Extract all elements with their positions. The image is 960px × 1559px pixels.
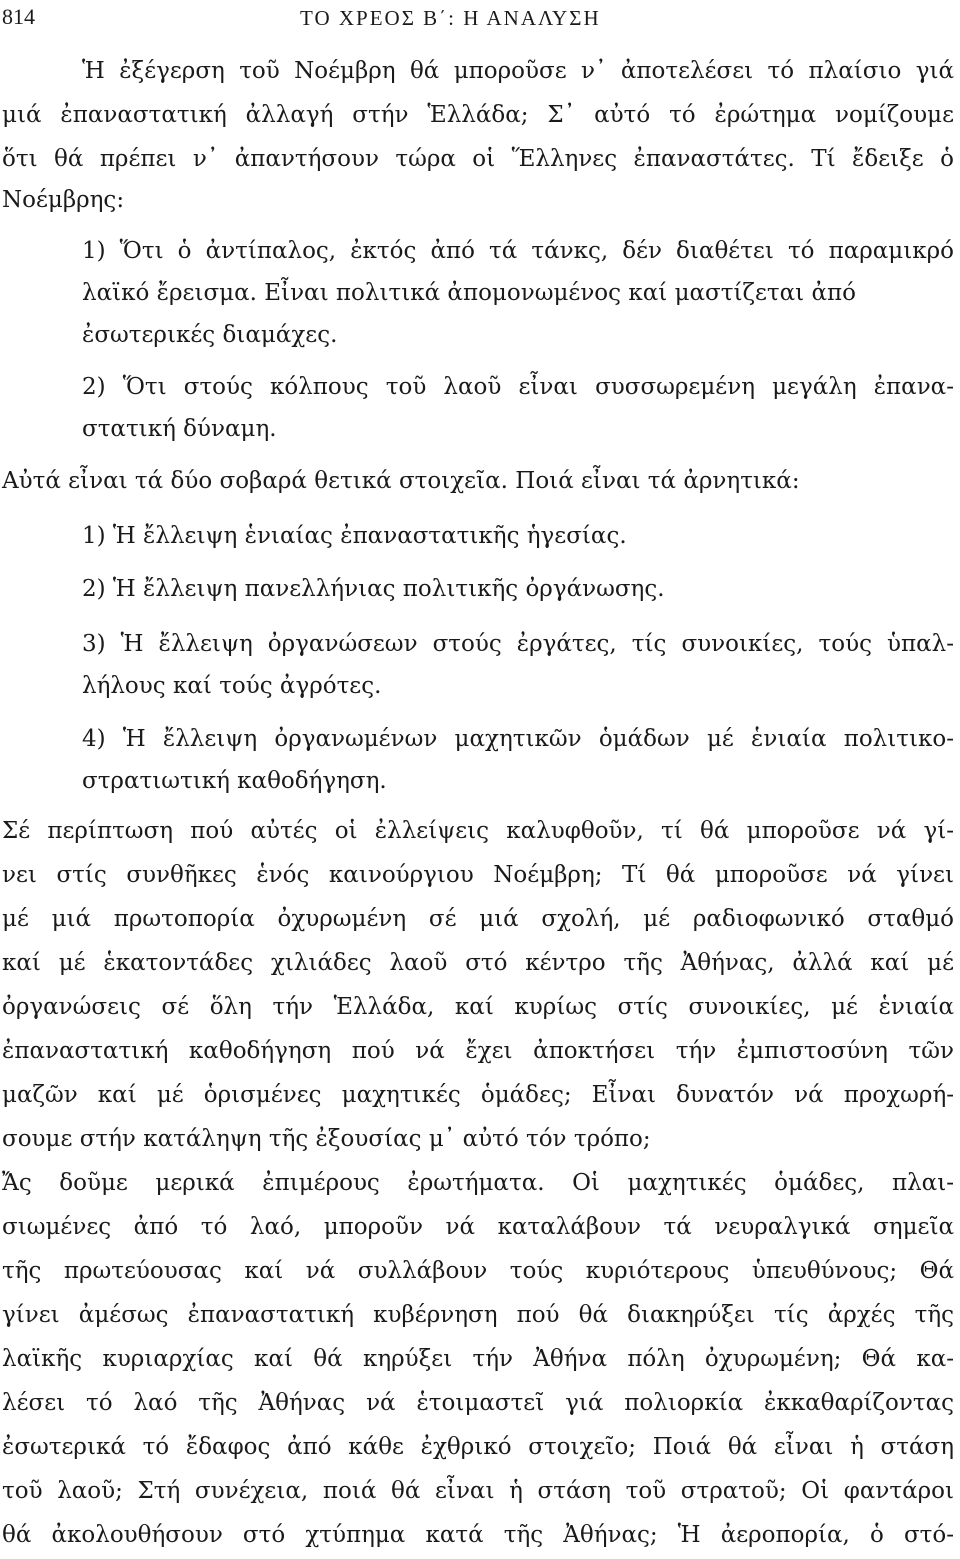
- text-line: θά ἀκολουθήσουν στό χτύπημα κατά τῆς Ἀθήνας; Ἡ ἀεροπορία, ὁ στό-: [2, 1522, 954, 1548]
- list-item-line: ἐσωτερικές διαμάχες.: [82, 322, 338, 348]
- list-item-line: 2) Ὅτι στούς κόλπους τοῦ λαοῦ εἶναι συσσωρεμένη μεγάλη ἐπανα-: [82, 374, 954, 400]
- running-head: ΤΟ ΧΡΕΟΣ Β΄: Η ΑΝΑΛΥΣΗ: [300, 6, 601, 30]
- list-item-line: στρατιωτική καθοδήγηση.: [82, 768, 387, 794]
- list-item-line: 1) Ὅτι ὁ ἀντίπαλος, ἐκτός ἀπό τά τάνκς, δέν διαθέτει τό παραμικρό: [82, 238, 954, 264]
- list-item-line: 1) Ἡ ἔλλειψη ἑνιαίας ἐπαναστατικῆς ἡγεσίας.: [82, 523, 627, 549]
- text-line: Ἡ ἐξέγερση τοῦ Νοέμβρη θά μποροῦσε ν᾽ ἀποτελέσει τό πλαίσιο γιά: [82, 58, 954, 84]
- list-item-line: λαϊκό ἔρεισμα. Εἶναι πολιτικά ἀπομονωμένος καί μαστίζεται ἀπό: [82, 280, 856, 306]
- list-item-line: 4) Ἡ ἔλλειψη ὀργανωμένων μαχητικῶν ὁμάδων μέ ἑνιαία πολιτικο-: [82, 726, 954, 752]
- text-line: Σέ περίπτωση πού αὐτές οἱ ἐλλείψεις καλυφθοῦν, τί θά μποροῦσε νά γί-: [2, 818, 954, 844]
- text-line: γίνει ἀμέσως ἐπαναστατική κυβέρνηση πού θά διακηρύξει τίς ἀρχές τῆς: [2, 1302, 954, 1328]
- list-item-line: 3) Ἡ ἔλλειψη ὀργανώσεων στούς ἐργάτες, τίς συνοικίες, τούς ὑπαλ-: [82, 631, 954, 657]
- text-line: τοῦ λαοῦ; Στή συνέχεια, ποιά θά εἶναι ἡ στάση τοῦ στρατοῦ; Οἱ φαντάροι: [2, 1478, 954, 1504]
- list-item-line: 2) Ἡ ἔλλειψη πανελλήνιας πολιτικῆς ὀργάνωσης.: [82, 576, 665, 602]
- text-line: ὀργανώσεις σέ ὅλη τήν Ἑλλάδα, καί κυρίως στίς συνοικίες, μέ ἑνιαία: [2, 994, 954, 1020]
- text-line: μαζῶν καί μέ ὁρισμένες μαχητικές ὁμάδες; Εἶναι δυνατόν νά προχωρή-: [2, 1082, 954, 1108]
- text-line: λέσει τό λαό τῆς Ἀθήνας νά ἑτοιμαστεῖ γιά πολιορκία ἐκκαθαρίζοντας: [2, 1390, 954, 1416]
- text-line: μιά ἐπαναστατική ἀλλαγή στήν Ἑλλάδα; Σ᾽ αὐτό τό ἐρώτημα νομίζουμε: [2, 102, 954, 128]
- text-line: Ἄς δοῦμε μερικά ἐπιμέρους ἐρωτήματα. Οἱ μαχητικές ὁμάδες, πλαι-: [2, 1170, 954, 1196]
- page-number: 814: [2, 4, 35, 29]
- text-line: τῆς πρωτεύουσας καί νά συλλάβουν τούς κυριότερους ὑπευθύνους; Θά: [2, 1258, 954, 1284]
- list-item-line: στατική δύναμη.: [82, 416, 277, 442]
- text-line: λαϊκῆς κυριαρχίας καί θά κηρύξει τήν Ἀθήνα πόλη ὀχυρωμένη; Θά κα-: [2, 1346, 954, 1372]
- text-line: νει στίς συνθῆκες ἑνός καινούργιου Νοέμβρη; Τί θά μποροῦσε νά γίνει: [2, 862, 954, 888]
- text-line: καί μέ ἑκατοντάδες χιλιάδες λαοῦ στό κέντρο τῆς Ἀθήνας, ἀλλά καί μέ: [2, 950, 954, 976]
- text-line: ἐπαναστατική καθοδήγηση πού νά ἔχει ἀποκτήσει τήν ἐμπιστοσύνη τῶν: [2, 1038, 954, 1064]
- list-item-line: λήλους καί τούς ἀγρότες.: [82, 673, 382, 699]
- page-header: [0, 2, 960, 36]
- text-line: μέ μιά πρωτοπορία ὀχυρωμένη σέ μιά σχολή, μέ ραδιοφωνικό σταθμό: [2, 906, 954, 932]
- text-line: Νοέμβρης:: [2, 187, 125, 213]
- text-line: Αὐτά εἶναι τά δύο σοβαρά θετικά στοιχεῖα. Ποιά εἶναι τά ἀρνητικά:: [2, 468, 800, 494]
- text-line: σουμε στήν κατάληψη τῆς ἐξουσίας μ᾽ αὐτό τόν τρόπο;: [2, 1126, 651, 1152]
- text-line: ὅτι θά πρέπει ν᾽ ἀπαντήσουν τώρα οἱ Ἕλληνες ἐπαναστάτες. Τί ἔδειξε ὁ: [2, 146, 954, 172]
- text-line: σιωμένες ἀπό τό λαό, μποροῦν νά καταλάβουν τά νευραλγικά σημεῖα: [2, 1214, 954, 1240]
- text-line: ἐσωτερικά τό ἔδαφος ἀπό κάθε ἐχθρικό στοιχεῖο; Ποιά θά εἶναι ἡ στάση: [2, 1434, 954, 1460]
